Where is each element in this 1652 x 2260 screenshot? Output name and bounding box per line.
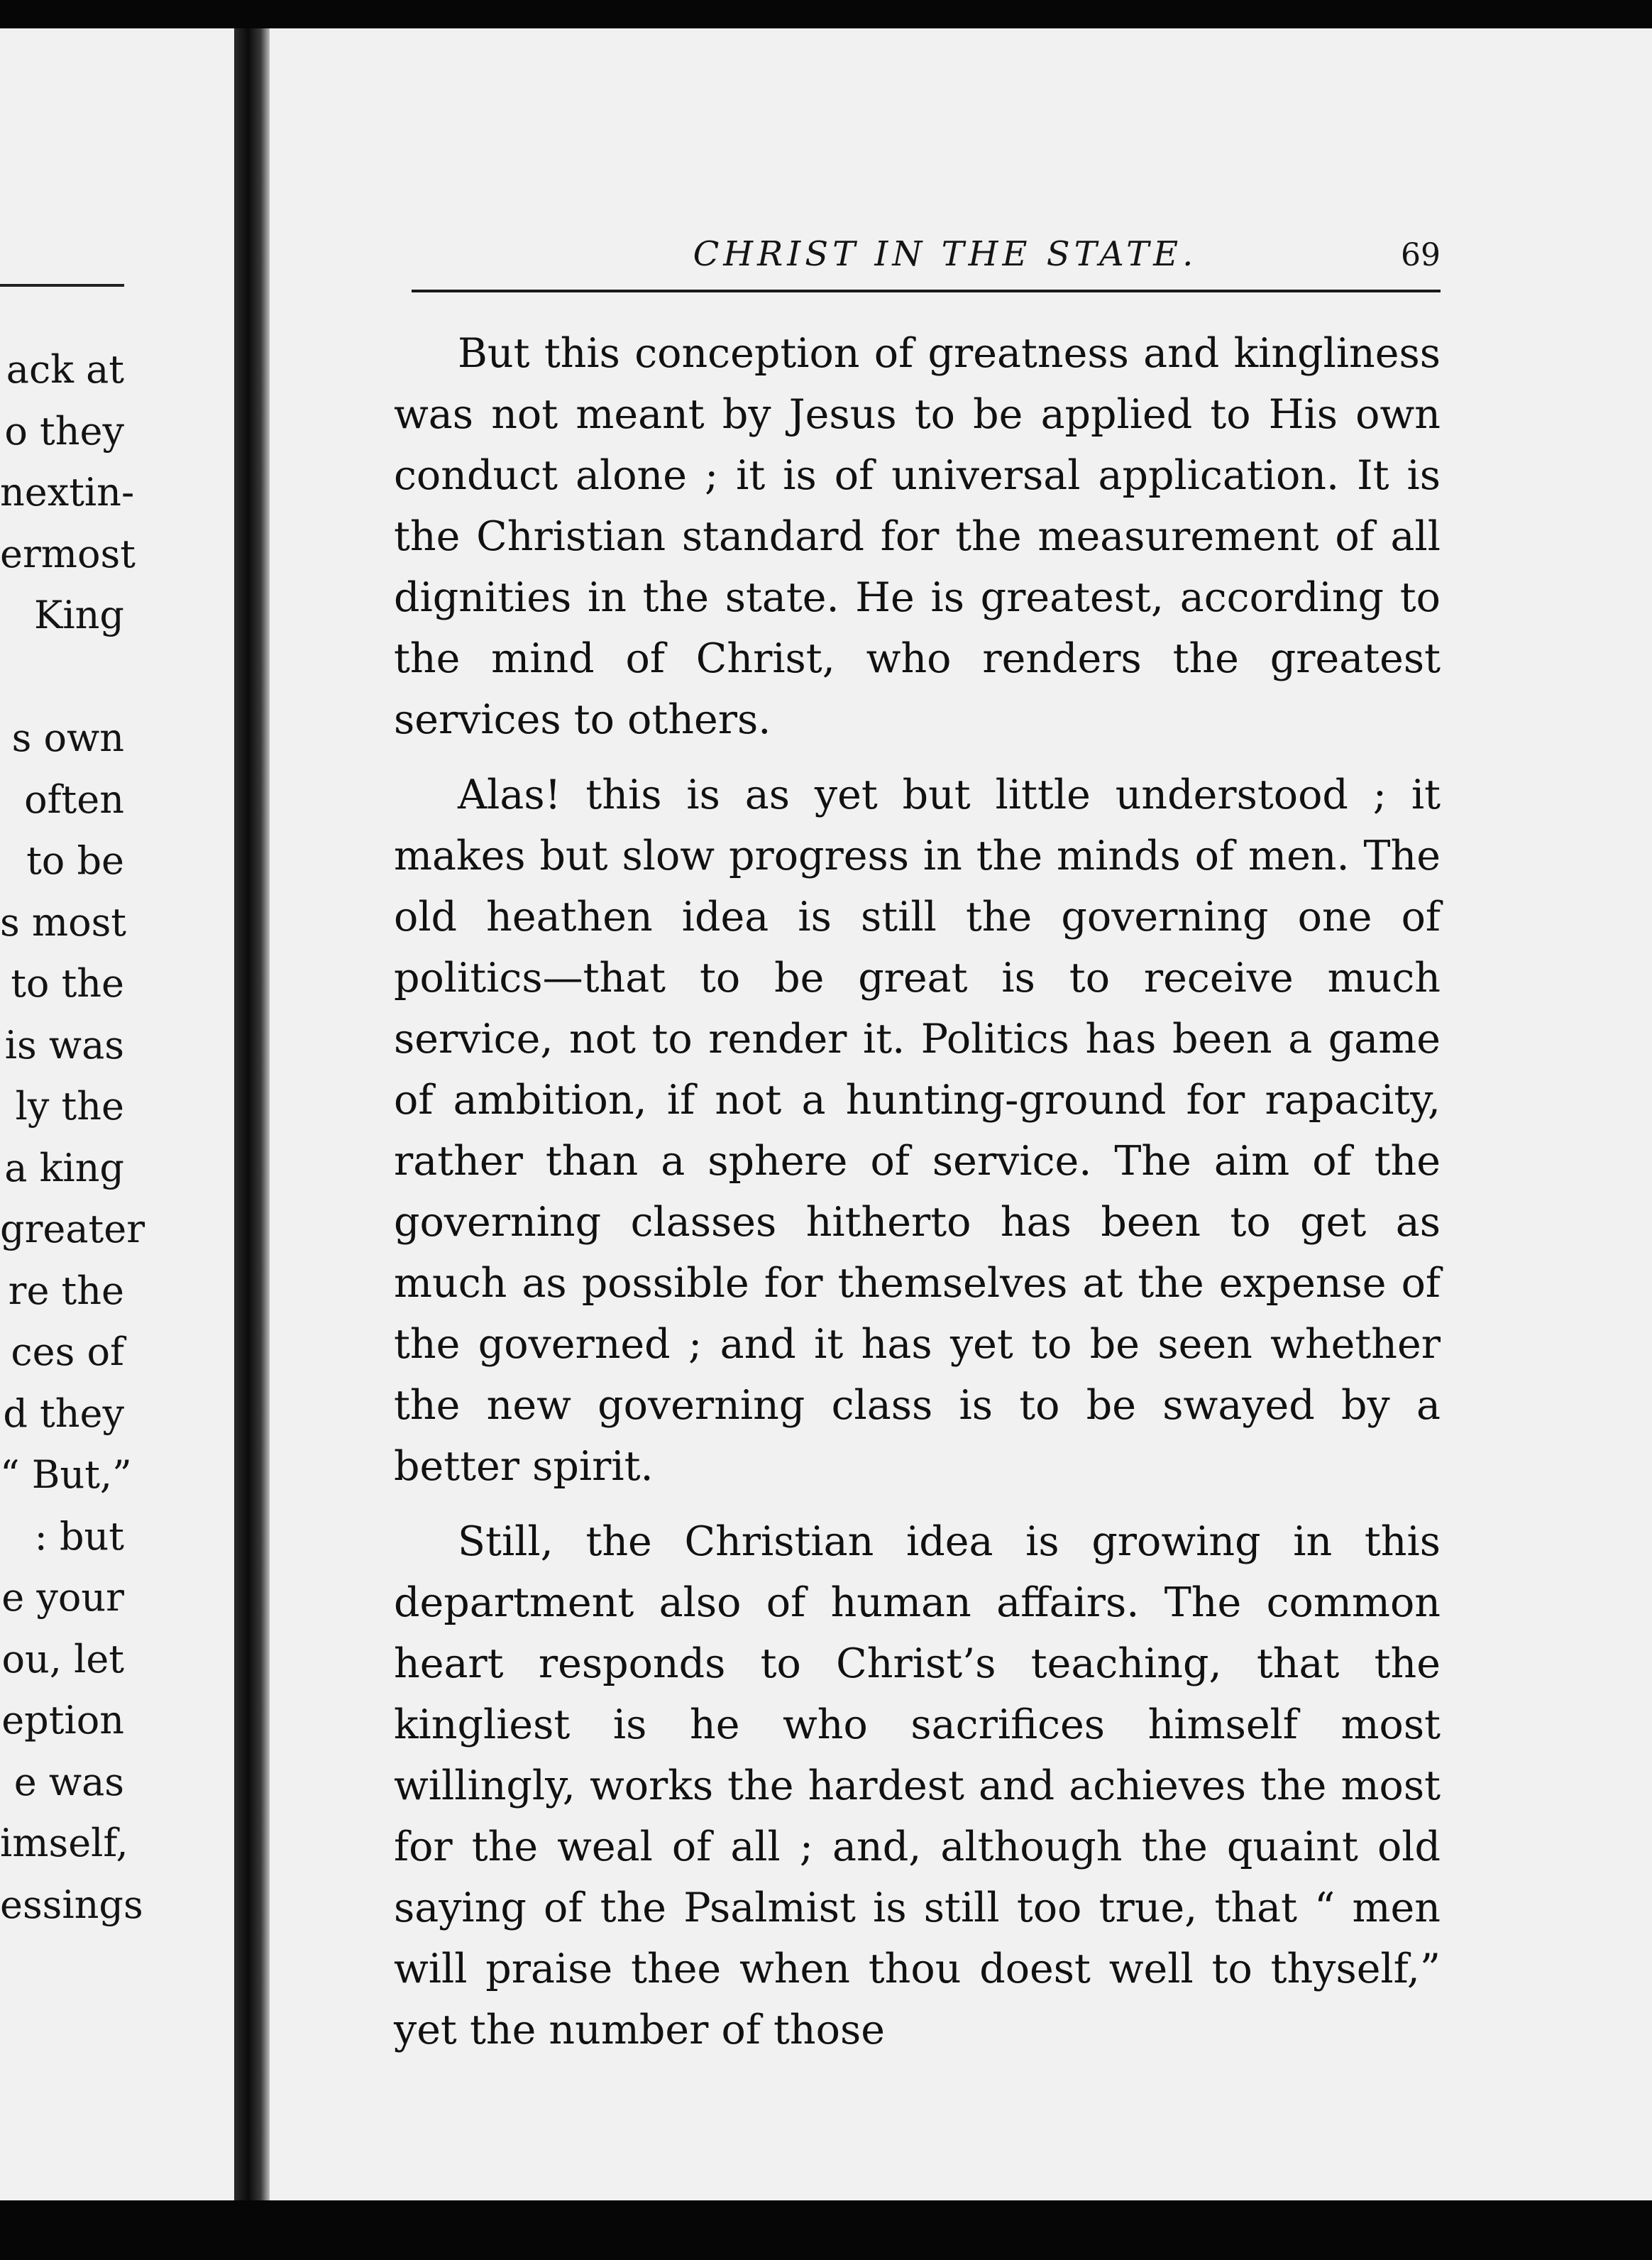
left-line: “ But,” xyxy=(0,1452,132,1497)
paragraph: Still, the Christian idea is growing in this department also of human affairs. The common heart responds to Christ’s teaching, that the kingliest is he who sacrifices himself most willingly, works the hardest and achieves the most for the weal of all ; and, although the quaint old saying of the Psalmist is still too true, that “ men will praise thee when thou doest well to thyself,” yet the number of those xyxy=(394,1518,1441,2053)
left-line: ermost xyxy=(0,531,136,576)
left-line: o they xyxy=(4,408,124,454)
left-line: : but xyxy=(34,1513,124,1559)
left-page-header-rule xyxy=(0,284,124,287)
left-line: often xyxy=(24,777,124,822)
running-title: CHRIST IN THE STATE. xyxy=(693,234,1198,274)
left-page xyxy=(0,28,234,2200)
paragraph: But this conception of greatness and kingliness was not meant by Jesus to be applied to His own conduct alone ; it is of universal application. It is the Christian standard for the measurement of all dignities in the state. He is greatest, according to the mind of Christ, who renders the greatest services to others. xyxy=(394,330,1441,743)
left-line: essings xyxy=(0,1882,143,1927)
running-head xyxy=(518,234,1441,274)
left-line: eption xyxy=(1,1698,124,1743)
left-line: e was xyxy=(13,1759,124,1804)
right-page xyxy=(270,28,1652,2200)
left-line: imself, xyxy=(0,1821,128,1865)
left-line: ly the xyxy=(15,1084,124,1129)
left-line: to the xyxy=(11,961,124,1006)
book-spine-gutter xyxy=(234,28,270,2200)
left-line: nextin- xyxy=(0,470,135,515)
left-line: to be xyxy=(26,838,124,883)
left-line xyxy=(0,647,124,708)
left-line: e your xyxy=(1,1575,124,1620)
left-line: a king xyxy=(4,1145,124,1190)
left-line: re the xyxy=(8,1268,124,1313)
left-line: ou, let xyxy=(1,1636,124,1682)
left-line: King xyxy=(34,593,124,637)
left-line: ces of xyxy=(11,1329,124,1374)
body-text xyxy=(394,323,1441,2075)
scan-bottom-edge xyxy=(0,2200,1652,2260)
paragraph: Alas! this is as yet but little understood ; it makes but slow progress in the minds of men. The old heathen idea is still the governing one of politics—that to be great is to receive much service, not to render it. Politics has been a game of ambition, if not a hunting-ground for rapacity, rather than a sphere of service. The aim of the governing classes hitherto has been to get as much as possible for themselves at the expense of the governed ; and it has yet to be seen whether the new governing class is to be swayed by a better spirit. xyxy=(394,772,1441,1490)
left-line: d they xyxy=(3,1390,124,1436)
left-line: greater xyxy=(0,1207,145,1251)
left-page-text xyxy=(0,339,145,1936)
left-line: s own xyxy=(11,715,124,760)
left-line: ack at xyxy=(6,347,124,392)
left-line: s most xyxy=(0,899,127,945)
page-number: 69 xyxy=(1401,237,1441,273)
left-line: is was xyxy=(4,1022,124,1068)
header-rule xyxy=(412,290,1441,292)
